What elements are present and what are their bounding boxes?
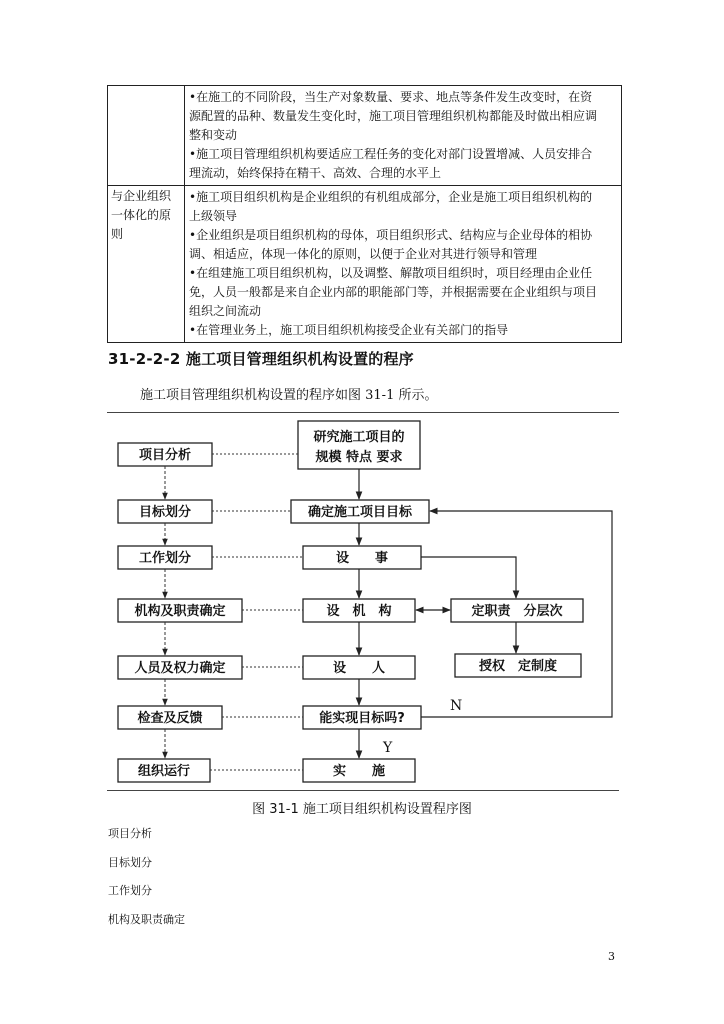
flow-step-work-division: 工作划分 [138,551,192,566]
extra-text-list [108,820,185,934]
flow-step-authorize-rules: 授权 定制度 [478,659,558,674]
flow-step-implement: 实 施 [332,764,386,779]
flow-step-study-line1: 研究施工项目的 [313,430,405,445]
text-line: 组织之间流动 [189,304,262,318]
flow-step-duties-levels: 定职责 分层次 [471,604,563,619]
flow-step-goal-division: 目标划分 [138,505,192,520]
text-line: •企业组织是项目组织机构的母体，项目组织形式、结构应与企业母体的相协 [189,228,593,242]
text-line: •在管理业务上，施工项目组织机构接受企业有关部门的指导 [189,323,509,337]
text-line: •施工项目组织机构是企业组织的有机组成部分，企业是施工项目组织机构的 [189,190,593,204]
text-line: •在施工的不同阶段，当生产对象数量、要求、地点等条件发生改变时，在资 [189,90,593,104]
text-line: 理流动，始终保持在精干、高效、合理的水平上 [189,166,442,180]
category-line: 一体化的原 [111,208,172,222]
text-line: 上级领导 [189,209,238,223]
figure-caption: 图 31-1 施工项目组织机构设置程序图 [252,802,472,817]
flow-step-project-analysis: 项目分析 [138,448,192,463]
intro-paragraph: 施工项目管理组织机构设置的程序如图 31-1 所示。 [140,388,438,403]
flow-step-set-goal: 确定施工项目目标 [307,505,413,520]
center-flow-boxes [291,421,429,782]
text-line: •施工项目管理组织机构要适应工程任务的变化对部门设置增减、人员安排合 [189,147,593,161]
flow-step-study-line2: 规模 特点 要求 [315,450,403,465]
list-item: 机构及职责确定 [108,912,185,926]
text-line: •在组建施工项目组织机构，以及调整、解散项目组织时，项目经理由企业任 [189,266,593,280]
decision-yes-label: Y [383,740,393,756]
section-heading: 31-2-2-2 施工项目管理组织机构设置的程序 [108,350,414,368]
category-line: 与企业组织 [111,189,172,203]
text-line: 免，人员一般都是来自企业内部的职能部门等，并根据需要在企业组织与项目 [189,285,598,299]
flow-arrow [421,557,516,598]
text-line: 源配置的品种、数量发生变化时，施工项目管理组织机构都能及时做出相应调 [189,109,598,123]
figure-bottom-rule [107,790,619,791]
center-box-labels [308,429,413,779]
right-box-labels [471,603,562,674]
decision-no-label: N [450,698,463,714]
flow-step-set-staff: 设 人 [332,661,386,676]
flow-step-operation: 组织运行 [137,764,191,779]
flow-step-set-tasks: 设 事 [335,551,389,566]
text-line: 整和变动 [189,128,238,142]
category-line: 则 [111,227,124,241]
flow-step-decision: 能实现目标吗? [319,711,405,726]
flow-step-structure-duties: 机构及职责确定 [134,604,226,619]
list-item: 项目分析 [108,827,152,840]
flow-step-check-feedback: 检查及反馈 [137,711,203,726]
page-number: 3 [608,950,615,963]
list-item: 目标划分 [108,855,152,869]
text-line: 调、相适应，体现一体化的原则，以便于企业对其进行领导和管理 [189,247,538,261]
flow-step-set-structure: 设 机 构 [326,604,392,619]
list-item: 工作划分 [108,884,152,897]
flow-step-staff-authority: 人员及权力确定 [134,661,226,676]
